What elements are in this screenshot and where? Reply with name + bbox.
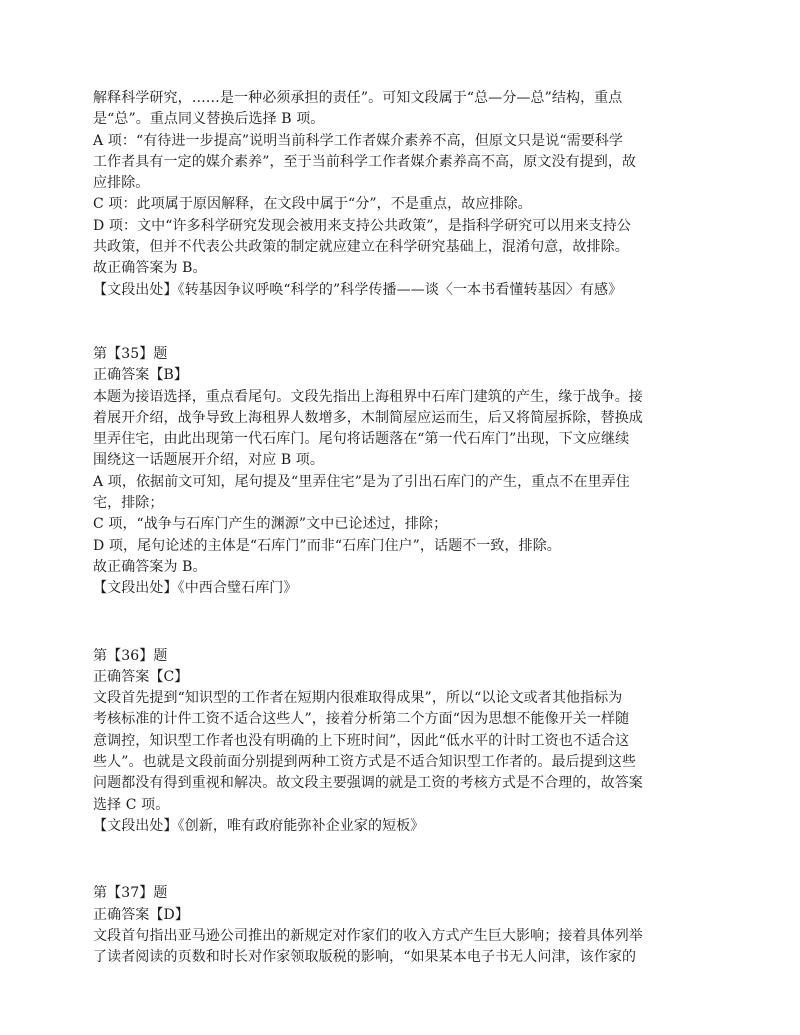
text-line: A 项：“有待进一步提高”说明当前科学工作者媒介素养不高，但原文只是说“需要科学 (93, 132, 624, 149)
text-line: 故正确答案为 B。 (93, 558, 207, 575)
correct-answer: 正确答案【C】 (93, 668, 189, 685)
text-line: 共政策，但并不代表公共政策的制定就应建立在科学研究基础上，混淆句意，故排除。 (93, 239, 629, 256)
correct-answer: 正确答案【B】 (93, 367, 188, 384)
text-line: 些人”。也就是文段前面分别提到两种工资方式是不适合知识型工作者的。最后提到这些 (93, 754, 637, 771)
text-line: 选择 C 项。 (93, 796, 170, 813)
text-line: 文段首句指出亚马逊公司推出的新规定对作家们的收入方式产生巨大影响；接着具体列举 (93, 927, 643, 944)
text-line: C 项：此项属于原因解释，在文段中属于“分”，不是重点，故应排除。 (93, 196, 532, 213)
text-line: 应排除。 (93, 175, 150, 192)
question-number: 第【35】题 (93, 345, 168, 362)
source-citation: 【文段出处】《中西合璧石库门》 (93, 580, 298, 597)
text-line: 故正确答案为 B。 (93, 260, 207, 277)
answer-block-34-continued (93, 88, 713, 301)
source-citation: 【文段出处】《转基因争议呼唤“科学的”科学传播——谈〈一本书看懂转基因〉有感》 (93, 281, 623, 298)
text-line: D 项，尾句论述的主体是“石库门”而非“石库门住户”，话题不一致，排除。 (93, 537, 561, 554)
answer-block-37 (93, 883, 713, 968)
document-page (93, 88, 713, 968)
text-line: 考核标准的计件工资不适合这些人”，接着分析第二个方面“因为思想不能像开关一样随 (93, 711, 630, 728)
source-citation: 【文段出处】《创新，唯有政府能弥补企业家的短板》 (93, 817, 425, 834)
text-line: C 项，“战争与石库门产生的渊源”文中已论述过，排除； (93, 516, 448, 533)
text-line: 本题为接语选择，重点看尾句。文段先指出上海租界中石库门建筑的产生，缘于战争。接 (93, 388, 643, 405)
answer-block-36 (93, 646, 713, 838)
text-line: 宅，排除； (93, 495, 164, 512)
text-line: 里弄住宅，由此出现第一代石库门。尾句将话题落在“第一代石库门”出现，下文应继续 (93, 431, 630, 448)
text-line: 解释科学研究，……是一种必须承担的责任”。可知文段属于“总—分—总”结构，重点 (93, 90, 623, 106)
text-line: 问题都没有得到重视和解决。故文段主要强调的就是工资的考核方式是不合理的，故答案 (93, 775, 643, 792)
answer-block-35 (93, 344, 713, 600)
text-line: A 项，依据前文可知，尾句提及“里弄住宅”是为了引出石库门的产生，重点不在里弄住 (93, 473, 630, 490)
text-line: 文段首先提到“知识型的工作者在短期内很难取得成果”，所以“以论文或者其他指标为 (93, 690, 623, 707)
text-line: 了读者阅读的页数和时长对作家领取版税的影响，“如果某本电子书无人问津，该作家的 (93, 949, 637, 966)
text-line: 着展开介绍，战争导致上海租界人数增多，木制简屋应运而生，后又将简屋拆除，替换成 (93, 409, 643, 426)
text-line: 工作者具有一定的媒介素养”，至于当前科学工作者媒介素养高不高，原文没有提到，故 (93, 153, 637, 170)
question-number: 第【36】题 (93, 647, 168, 664)
correct-answer: 正确答案【D】 (93, 906, 189, 923)
question-number: 第【37】题 (93, 885, 168, 902)
text-line: 是“总”。重点同义替换后选择 B 项。 (93, 111, 325, 128)
text-line: 围绕这一话题展开介绍，对应 B 项。 (93, 452, 324, 469)
text-line: 意调控，知识型工作者也没有明确的上下班时间”，因此“低水平的计时工资也不适合这 (93, 732, 630, 749)
text-line: D 项：文中“许多科学研究发现会被用来支持公共政策”，是指科学研究可以用来支持公 (93, 217, 631, 234)
